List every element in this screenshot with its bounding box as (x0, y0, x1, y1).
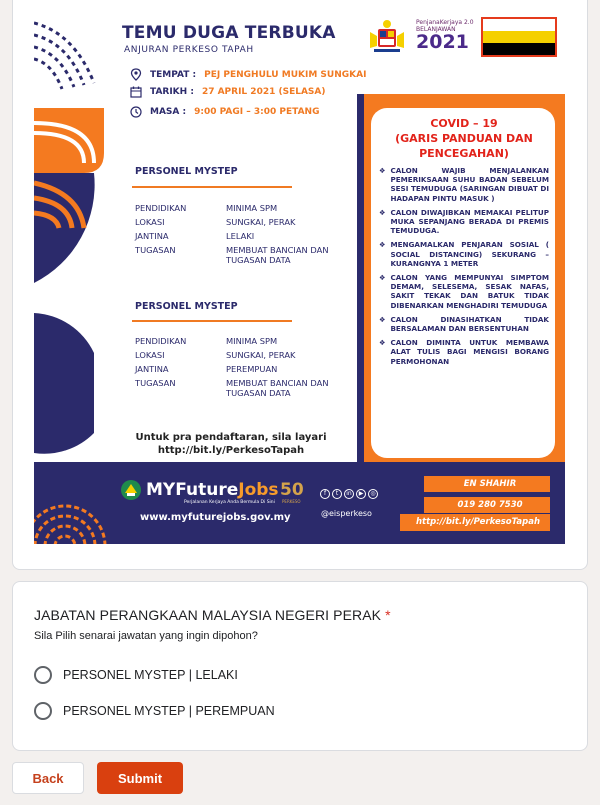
covid-guidelines-panel (364, 94, 565, 462)
perkeso-50-logo: 50 (280, 480, 304, 500)
radio-option-perempuan[interactable] (34, 702, 275, 720)
covid-item: ❖ CALON DINASIHATKAN TIDAK BERSALAMAN DAN BERSENTUHAN (379, 314, 549, 334)
radio-option-label: PERSONEL MYSTEP | LELAKI (63, 668, 238, 682)
section1-underline (132, 186, 292, 188)
poster-subtitle: ANJURAN PERKESO TAPAH (124, 45, 254, 55)
contact-link: http://bit.ly/PerkesoTapah (400, 514, 550, 531)
submit-button[interactable]: Submit (97, 762, 183, 794)
covid-item: ❖ MENGAMALKAN PENJARAN SOSIAL ( SOCIAL DISTANCING) SEKURANG – KURANGNYA 1 METER (379, 240, 549, 268)
twitter-icon: t (332, 489, 342, 499)
detail-row: LOKASI SUNGKAI, PERAK (135, 350, 296, 360)
radio-option-lelaki[interactable] (34, 666, 238, 684)
perak-state-flag (481, 17, 557, 57)
section1-details (135, 203, 350, 269)
covid-item: ❖ CALON YANG MEMPUNYAI SIMPTOM DEMAM, SELESEMA, SESAK NAFAS, SAKIT TEKAK DAN BATUK TIDAK DIBENARKAN MENGHADIRI TEMUDUGA (379, 273, 549, 310)
flag-stripe (483, 43, 555, 55)
radio-button[interactable] (34, 666, 52, 684)
website-url: www.myfuturejobs.gov.my (140, 512, 291, 523)
youtube-icon: ▶ (356, 489, 366, 499)
question-card (12, 581, 588, 751)
myfuturejobs-logo: MYFutureJobs (120, 479, 279, 501)
detail-row: PENDIDIKAN MINIMA SPM (135, 336, 278, 346)
contact-name: EN SHAHIR (424, 476, 550, 492)
malaysia-coat-of-arms-logo (366, 18, 408, 58)
detail-row: JANTINA LELAKI (135, 231, 255, 241)
covid-guidelines-box (371, 108, 555, 458)
calendar-icon (130, 86, 142, 98)
linkedin-icon: in (344, 489, 354, 499)
detail-row: JANTINA PEREMPUAN (135, 364, 278, 374)
detail-row: TUGASAN MEMBUAT BANCIAN DAN TUGASAN DATA (135, 378, 329, 398)
question-description: Sila Pilih senarai jawatan yang ingin dipohon? (34, 630, 258, 642)
footer-decorative-arcs (34, 466, 110, 544)
contact-phone: 019 280 7530 (424, 497, 550, 513)
back-button[interactable]: Back (12, 762, 84, 794)
radio-button[interactable] (34, 702, 52, 720)
facebook-icon: f (320, 489, 330, 499)
section2-underline (132, 320, 292, 322)
detail-row: PENDIDIKAN MINIMA SPM (135, 203, 278, 213)
detail-row: TUGASAN MEMBUAT BANCIAN DAN TUGASAN DATA (135, 245, 329, 265)
flag-stripe (483, 19, 555, 31)
belanjawan-2021-logo: PenjanaKerjaya 2.0 BELANJAWAN 2021 (416, 19, 474, 53)
section1-heading: PERSONEL MYSTEP (135, 166, 238, 177)
social-icons (320, 489, 378, 499)
required-asterisk: * (385, 607, 391, 623)
poster-title: TEMU DUGA TERBUKA (122, 23, 336, 43)
brand-tagline: Perjalanan Kerjaya Anda Bermula Di Sini (184, 500, 275, 505)
perkeso-emblem-icon (120, 479, 142, 501)
covid-item: ❖ CALON DIMINTA UNTUK MEMBAWA ALAT TULIS BAGI MENGISI BORANG PERMOHONAN (379, 338, 549, 366)
info-tempat: TEMPAT : PEJ PENGHULU MUKIM SUNGKAI (130, 68, 366, 81)
perkeso-50-label: PERKESO (282, 499, 301, 504)
instagram-icon: ◎ (368, 489, 378, 499)
job-interview-poster (34, 13, 565, 544)
social-handle: @eisperkeso (321, 509, 372, 518)
flag-stripe (483, 31, 555, 43)
location-pin-icon (130, 68, 142, 81)
poster-footer (34, 462, 565, 544)
clock-icon (130, 106, 142, 118)
decorative-pattern (34, 13, 120, 463)
question-title: JABATAN PERANGKAAN MALAYSIA NEGERI PERAK * (34, 607, 391, 623)
radio-option-label: PERSONEL MYSTEP | PEREMPUAN (63, 704, 275, 718)
covid-title: COVID – 19 (GARIS PANDUAN DAN PENCEGAHAN) (395, 117, 533, 160)
registration-note: Untuk pra pendaftaran, sila layari http://bit.ly/PerkesoTapah (135, 432, 327, 456)
info-masa: MASA : 9:00 PAGI – 3:00 PETANG (130, 106, 319, 118)
info-tarikh: TARIKH : 27 APRIL 2021 (SELASA) (130, 86, 326, 98)
section2-details (135, 336, 350, 402)
covid-item: ❖ CALON DIWAJIBKAN MEMAKAI PELITUP MUKA SEPANJANG BERADA DI PREMIS TEMUDUGA. (379, 207, 549, 236)
section2-heading: PERSONEL MYSTEP (135, 301, 238, 312)
covid-item: ❖ CALON WAJIB MENJALANKAN PEMERIKSAAN SUHU BADAN SEBELUM SESI TEMUDUGA (SARINGAN DIBUAT DI HADAPAN PINTU MASUK ) (379, 166, 549, 203)
detail-row: LOKASI SUNGKAI, PERAK (135, 217, 296, 227)
